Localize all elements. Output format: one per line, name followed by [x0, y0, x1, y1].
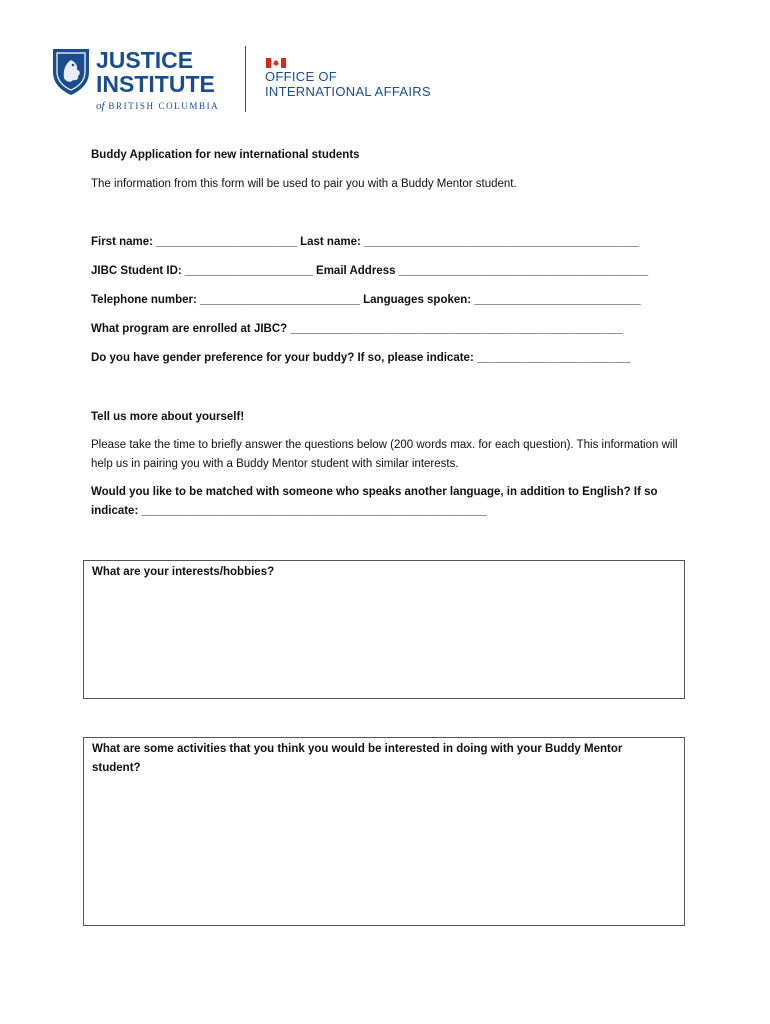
student-id-email-row[interactable]: JIBC Student ID: ____________________ Email Address _______________________________________: [91, 265, 649, 277]
program-row[interactable]: What program are enrolled at JIBC? ____________________________________________________: [91, 323, 623, 335]
office-name-line1: OFFICE OF: [265, 69, 338, 84]
form-title: Buddy Application for new international students: [91, 149, 360, 161]
section-intro: Please take the time to briefly answer the questions below (200 words max. for each question). This information will help us in pairing you with a Buddy Mentor student with similar interests.: [91, 439, 678, 470]
institute-province: BRITISH COLUMBIA: [108, 101, 220, 111]
activities-answer-box[interactable]: [83, 737, 685, 926]
letterhead: [50, 44, 470, 114]
interests-question: What are your interests/hobbies?: [92, 566, 275, 578]
institute-of: of: [96, 100, 105, 112]
office-name-line2: INTERNATIONAL AFFAIRS: [265, 84, 431, 99]
gender-preference-row[interactable]: Do you have gender preference for your buddy? If so, please indicate: ________________________: [91, 352, 631, 364]
institute-subtitle: [96, 100, 219, 112]
section-heading: Tell us more about yourself!: [91, 411, 245, 423]
jibc-crest-icon: [50, 46, 92, 96]
language-question[interactable]: Would you like to be matched with someone who speaks another language, in addition to English? If so indicate: ______________________________________________________: [91, 486, 658, 517]
canada-flag-icon: [266, 58, 286, 68]
form-intro: The information from this form will be used to pair you with a Buddy Mentor student.: [91, 178, 517, 190]
header-divider: [245, 46, 246, 112]
institute-name-line1: JUSTICE: [96, 47, 194, 73]
telephone-languages-row[interactable]: Telephone number: _________________________ Languages spoken: __________________________: [91, 294, 641, 306]
institute-name-line2: INSTITUTE: [96, 71, 215, 97]
name-fields-row[interactable]: First name: ______________________ Last name: ___________________________________________: [91, 236, 640, 248]
interests-answer-box[interactable]: [83, 560, 685, 699]
activities-question: What are some activities that you think you would be interested in doing with your Buddy Mentor student?: [92, 743, 623, 774]
